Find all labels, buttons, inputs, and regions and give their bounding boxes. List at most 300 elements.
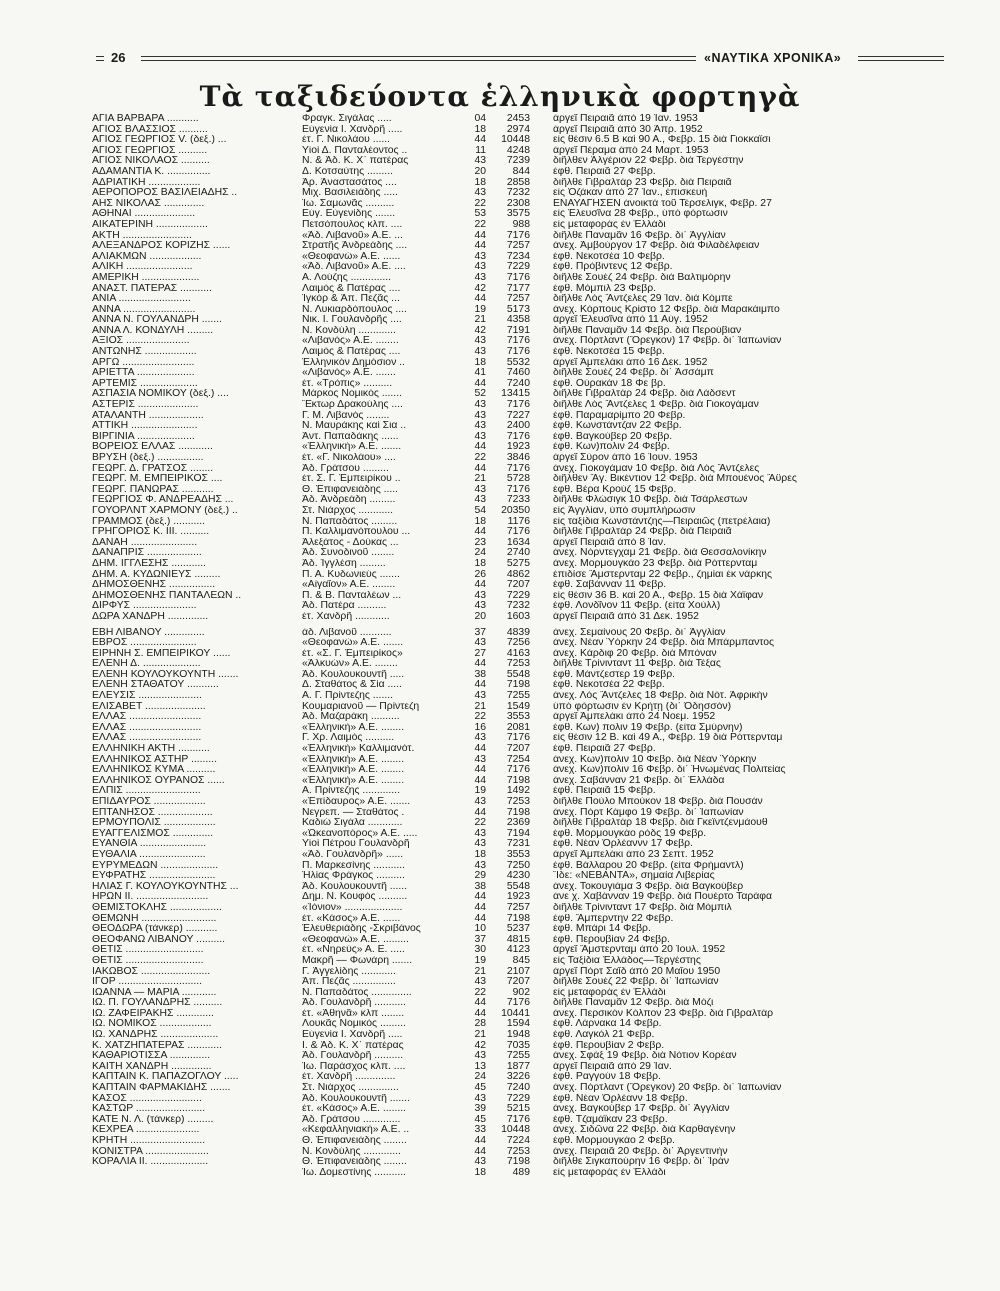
ship-flag-code: 21 [474,474,486,485]
ship-name: ΑΓΙΑ ΒΑΡΒΑΡΑ ........... [92,114,199,124]
ship-row [0,808,1000,819]
ship-row [0,252,1000,263]
ship-flag-code: 54 [474,505,486,516]
ship-name: ΓΟΥΟΡΛΝΤ ΧΑΡΜΟΝΥ (δεξ.) .. [92,505,238,516]
ship-name: ΕΛΛΑΣ ......................... [92,712,202,723]
ship-status: ἐφθ. Μάντζεστερ 19 Φεβρ. [553,669,676,680]
ship-status: ἐφθ. Παραμαρίμπο 20 Φεβρ. [553,410,686,421]
ship-name: ΕΛΛΗΝΙΚΗ ΑΚΤΗ ........... [92,744,210,755]
ship-name: ΑΔΡΙΑΤΙΚΗ .................. [92,177,201,188]
ship-owner: Ἀδ. Γράτσου ............. [302,1114,401,1125]
ship-name: ΗΡΩΝ ΙΙ. ......................... [92,892,209,903]
ship-name: ΑΜΕΡΙΚΗ .................... [92,272,200,283]
ship-row [0,914,1000,925]
ship-status: ἐφθ. Λάρνακα 14 Φεβρ. [553,1019,662,1030]
ship-row [0,935,1000,946]
ship-name: ΚΟΡΑΛΙΑ ΙΙ. .................... [92,1157,209,1168]
ship-flag-code: 18 [474,357,486,368]
ship-row [0,892,1000,903]
ship-owner: ἑτ. Χανδρῆ ............ [302,611,390,622]
ship-owner: «Ἑλληνική» Α.Ε. ........ [302,722,405,733]
ship-flag-code: 10 [474,924,486,935]
ship-flag-code: 39 [474,1104,486,1115]
ship-row [0,1094,1000,1105]
ship-name: ΕΒΗ ΛΙΒΑΝΟΥ .............. [92,627,205,638]
ship-status: διῆλθε Γιβραλτὰρ 23 Φεβρ. διὰ Πειραιᾶ [553,177,732,188]
ship-owner: Εὐγενία Ι. Χανδρῆ ..... [302,124,403,135]
ship-owner: Δ. Σταθάτος & Σία ..... [302,680,402,691]
ship-row [0,1125,1000,1136]
ship-status: διῆλθε Τρίνινταντ 11 Φεβρ. διὰ Τέξας [553,659,721,670]
ship-owner: Ἀδ. Ἀνδρεάδη ......... [302,495,396,506]
ship-status: ἐφθ. Μορμουγκάο 2 Φεβρ. [553,1136,676,1146]
ship-row [0,305,1000,316]
ship-owner: Κουμαριανοῦ — Πρίντεζη [302,701,420,712]
ship-flag-code: 43 [474,754,486,765]
ship-flag-code: 44 [474,744,486,755]
ship-status: ἐφθ. Νέαν Ὀρλέαννν 17 Φεβρ. [553,839,693,850]
ship-flag-code: 26 [474,569,486,580]
ship-row [0,411,1000,422]
ship-tonnage: 7254 [506,754,530,765]
ship-flag-code: 44 [474,998,486,1009]
ship-status: ἐφθ. Λονδῖνον 11 Φεβρ. (εἶτα Χοὺλλ) [553,601,721,612]
ship-owner: Ἀπ. Πεζᾶς ............... [302,977,396,988]
ship-status: εἰς Ἀγγλίαν, ὑπὸ συμπλήρωσιν [553,505,696,516]
ship-row [0,967,1000,978]
ship-owner: Π. Α. Κυδωνιεὺς ....... [302,569,400,580]
ship-name: ΕΥΑΝΘΙΑ ....................... [92,839,207,850]
ship-name: ΕΛΕΝΗ Δ. .................... [92,659,201,670]
ship-name: ΑΣΠΑΣΙΑ ΝΟΜΙΚΟΥ (δεξ.) .... [92,389,229,400]
ship-name: ΕΛΛΗΝΙΚΟΣ ΑΣΤΗΡ ......... [92,754,217,765]
ship-tonnage: 7207 [506,744,530,755]
ship-name: ΕΒΡΟΣ ....................... [92,638,197,649]
ship-row [0,638,1000,649]
ship-name: ΑΕΡΟΠΟΡΟΣ ΒΑΣΙΛΕΙΑΔΗΣ .. [92,188,238,199]
ship-flag-code: 22 [474,453,486,463]
ship-row [0,347,1000,358]
ship-owner: «Θεοφανὼ» Α.Ε. ....... [302,638,404,649]
ship-flag-code: 43 [474,188,486,199]
ship-flag-code: 20 [474,166,486,177]
ship-tonnage: 4358 [506,315,530,326]
ship-row [0,315,1000,326]
ship-flag-code: 19 [474,955,486,966]
ship-name: ΚΑΠΤΑΙΝ Κ. ΠΑΠΑΖΟΓΛΟΥ ..... [92,1072,239,1083]
ship-flag-code: 44 [474,378,486,389]
ship-status: ἐφθ. Βαγκούβερ 20 Φεβρ. [553,431,673,442]
ship-flag-code: 44 [474,241,486,252]
ship-flag-code: 37 [474,627,486,638]
ship-name: ΚΕΧΡΕΑ ...................... [92,1125,200,1136]
ship-row [0,702,1000,713]
ship-tonnage: 7035 [506,1040,530,1051]
ship-tonnage: 7177 [506,283,530,294]
ship-name: ΕΛΕΝΗ ΣΤΑΘΑΤΟΥ ........... [92,680,219,691]
ship-name: ΑΚΤΗ ........................ [92,230,192,241]
ship-owner: Ἀδ. Κουλουκουντῆ ...... [302,881,408,892]
ship-flag-code: 43 [474,590,486,601]
ship-row [0,1157,1000,1168]
ship-row [0,273,1000,284]
ship-name: ΕΛΛΗΝΙΚΟΣ ΚΥΜΑ .......... [92,765,216,776]
ship-flag-code: 43 [474,400,486,411]
ship-tonnage: 1492 [506,786,530,797]
ship-owner: ἑτ. «Σ. Γ. Ἐμπειρίκος» [302,648,403,659]
ship-owner: Θ. Ἐπιφανειάδης ........ [302,1136,407,1146]
ship-status: ἀνεχ. Τοκουγιάμα 3 Φεβρ. διὰ Βαγκούβερ [553,881,744,892]
ship-name: ΚΑΤΕ Ν. Λ. (τάνκερ) ......... [92,1114,214,1125]
ship-status: διῆλθε Γιβραλτὰρ 24 Φεβρ. διὰ Πειραιᾶ [553,527,732,538]
ship-flag-code: 44 [474,1008,486,1019]
ship-tonnage: 7240 [506,1083,530,1094]
ship-tonnage: 7198 [506,1157,530,1168]
ship-tonnage: 5215 [506,1104,530,1115]
ship-status: ἀνεχ. Νέαν Ὑόρκην 24 Φεβρ. διὰ Μπάρμπαντος [553,638,775,649]
ship-row [0,167,1000,178]
ship-owner: Μιχ. Βασιλειάδης ..... [302,188,398,199]
ship-tonnage: 3553 [506,849,530,860]
ship-flag-code: 43 [474,1093,486,1104]
ship-row [0,998,1000,1009]
ship-tonnage: 7255 [506,1051,530,1062]
ship-owner: Ν. Κονδύλης ............. [302,1146,401,1157]
page-title: Τὰ ταξιδεύοντα ἑλληνικὰ φορτηγὰ [199,80,801,113]
ship-row [0,977,1000,988]
ship-flag-code: 43 [474,691,486,702]
ship-flag-code: 44 [474,442,486,453]
ship-flag-code: 22 [474,987,486,998]
ship-tonnage: 1549 [506,701,530,712]
ship-status: ἐφθ. Βέρα Κροὺζ 15 Φεβρ. [553,484,677,495]
page-number: 26 [111,50,126,65]
ship-tonnage: 7176 [506,484,530,495]
ship-status: εἰς θέσιν 36 Β. καὶ 20 Α., Φεβρ. 15 διὰ Χάϊφαν [553,590,764,601]
ship-name: ΑΙΚΑΤΕΡΙΝΗ .................. [92,219,208,230]
ship-flag-code: 18 [474,516,486,527]
header-rule-middle [141,56,696,61]
ship-tonnage: 10441 [501,1008,530,1019]
ship-tonnage: 5548 [506,881,530,892]
ship-row [0,199,1000,210]
ship-name: ΑΤΑΛΑΝΤΗ ................... [92,410,204,421]
ship-flag-code: 33 [474,1125,486,1136]
ship-status: ἀνεχ. Σαβάνναν 21 Φεβρ. δι᾽ Ἑλλάδα [553,775,725,786]
ship-tonnage: 7232 [506,601,530,612]
ship-owner: ἑτ. Γ. Νικολάου ...... [302,135,391,146]
ship-name: ΕΛΛΑΣ ......................... [92,733,202,744]
ship-name: ΙΩ. ΝΟΜΙΚΟΣ .................. [92,1019,212,1030]
ship-status: ἐφθ. Πειραιᾶ 27 Φεβρ. [553,744,656,755]
ship-owner: Ἐλευθεριάδης -Σκριβάνος [302,924,421,935]
ship-tonnage: 2369 [506,818,530,829]
ship-flag-code: 22 [474,712,486,723]
ship-owner: «Ἑλληνική» Α.Ε. ....... [302,442,402,453]
ship-owner: «Ἑλληνική» Α.Ε. ........ [302,775,405,786]
ship-flag-code: 38 [474,669,486,680]
ship-tonnage: 1176 [507,516,530,527]
ship-flag-code: 18 [474,1167,486,1178]
ship-row [0,209,1000,220]
ship-flag-code: 38 [474,881,486,892]
ship-status: διῆλθε Σουὲζ 24 Φεβρ. διὰ Βαλτιμόρην [553,272,731,283]
ship-row [0,882,1000,893]
ship-tonnage: 4163 [506,648,530,659]
ship-status: ἀνεχ. Βαγκούβερ 17 Φεβρ. δι᾽ Ἀγγλίαν [553,1104,730,1115]
ship-flag-code: 18 [474,558,486,569]
ship-status: ἀνεχ. Λὸς Ἄντζελες 18 Φεβρ. διὰ Νότ. Ἀφρικὴν [553,691,768,702]
ship-row [0,262,1000,273]
ship-row [0,358,1000,369]
ship-owner: Π. Μαρκεσίνης ........... [302,860,406,871]
ship-flag-code: 19 [474,786,486,797]
ship-flag-code: 18 [474,849,486,860]
ship-owner: Ἀδ. Κουλουκουντῆ ..... [302,669,405,680]
ship-name: ΑΡΓΩ ......................... [92,357,195,368]
ship-tonnage: 7234 [506,251,530,262]
ship-name: ΕΛΙΣΑΒΕΤ ..................... [92,701,206,712]
ship-owner: Α. Γ. Πρίντεζης ....... [302,691,393,702]
ship-row [0,659,1000,670]
ship-row [0,1009,1000,1020]
ship-row [0,1072,1000,1083]
ship-name: ΑΓΙΟΣ ΓΕΩΡΓΙΟΣ V. (δεξ.) ... [92,135,227,146]
ship-status: εἰς μεταφορὰς ἐν Ἑλλάδι [553,987,666,998]
ship-tonnage: 7176 [506,272,530,283]
ship-status: ἀνεχ. Σεμαίνους 20 Φεβρ. δι᾽ Ἀγγλίαν [553,627,726,638]
ship-owner: Υἱοὶ Πέτρου Γουλανδρῆ [302,839,410,850]
ship-name: ΓΕΩΡΓΙΟΣ Φ. ΑΝΔΡΕΑΔΗΣ ... [92,495,234,506]
ship-tonnage: 7253 [506,797,530,807]
ship-row [0,464,1000,475]
ship-row [0,1051,1000,1062]
ship-status: διῆλθε Παναμᾶν 14 Φεβρ. διὰ Περούβιαν [553,325,742,336]
ship-status: ἐφθ. Μορμουγκάο ρόδς 19 Φεβρ. [553,828,707,839]
ship-name: ΕΛΛΗΝΙΚΟΣ ΟΥΡΑΝΟΣ ...... [92,775,225,786]
ship-status: ἐφθ. Πειραιᾶ 15 Φεβρ. [553,786,656,797]
ship-row [0,400,1000,411]
ship-tonnage: 7224 [506,1136,530,1146]
ship-tonnage: 7231 [506,839,530,850]
ship-name: ΕΠΤΑΝΗΣΟΣ ................... [92,807,213,818]
ship-flag-code: 22 [474,219,486,230]
ship-row [0,294,1000,305]
ship-name: ΕΥΦΡΑΤΗΣ ....................... [92,871,216,882]
ship-name: ΗΛΙΑΣ Γ. ΚΟΥΛΟΥΚΟΥΝΤΗΣ ... [92,881,239,892]
ship-row [0,612,1000,623]
ship-flag-code: 44 [474,580,486,591]
ship-owner: ἑτ. «Νηρεὺς» Α. Ε. ..... [302,945,405,956]
ship-tonnage: 7229 [506,262,530,273]
ship-tonnage: 7176 [506,431,530,442]
ship-flag-code: 44 [474,1136,486,1146]
ship-tonnage: 7198 [506,680,530,691]
ship-name: ΒΙΡΓΙΝΙΑ .................... [92,431,195,442]
ship-flag-code: 44 [474,230,486,241]
ship-tonnage: 844 [512,166,530,177]
ship-owner: «Ἀδ. Γουλανδρῆ» ...... [302,849,404,860]
ship-status: ἐφθ. Μόμπιλ 23 Φεβρ. [553,283,657,294]
ship-flag-code: 43 [474,421,486,432]
ship-flag-code: 43 [474,495,486,506]
ship-row [0,178,1000,189]
ship-tonnage: 1948 [506,1030,530,1041]
ship-status: διῆλθε Γιβραλτὰρ 18 Φεβρ. διὰ Γκεϊντζενμάουθ [553,818,768,829]
ship-name: ΚΡΗΤΗ .......................... [92,1136,206,1146]
ship-tonnage: 7229 [506,1093,530,1104]
ship-flag-code: 37 [474,934,486,945]
ship-status: εἰς Ὀζάκαν ἀπὸ 27 Ἰαν., ἐπισκευὴ [553,188,708,199]
ship-row [0,336,1000,347]
ship-owner: ἀδ. Λιβανοῦ ........... [302,627,392,638]
ship-tonnage: 7176 [506,765,530,776]
ship-flag-code: 44 [474,1146,486,1157]
ship-row [0,453,1000,464]
ship-tonnage: 7255 [506,691,530,702]
ship-owner: Μακρῆ — Φωνάρη ....... [302,955,413,966]
ship-flag-code: 29 [474,871,486,882]
ship-name: ΘΕΜΙΣΤΟΚΛΗΣ .................. [92,902,222,913]
ship-status: ἀργεῖ Πόρτ Σαΐδ ἀπὸ 20 Μαΐου 1950 [553,966,721,977]
ship-owner: Δημ. Ν. Κουφὸς .......... [302,892,408,903]
ship-status: ἐφθ. Περουβίαν 24 Φεβρ. [553,934,670,945]
ship-status: ἀργεῖ Ἀμπελάκι ἀπὸ 24 Νοεμ. 1952 [553,712,716,723]
ship-name: ΕΠΙΔΑΥΡΟΣ .................. [92,797,206,807]
ship-status: ἀνεχ. Κόρπους Κρίστο 12 Φεβρ. διὰ Μαρακάιμπο [553,304,780,315]
ship-owner: Ν. Παπαδάτος .............. [302,987,412,998]
ship-status: διῆλθε Γιβραλτὰρ 24 Φεβρ. διὰ Λάδσεντ [553,389,736,400]
ship-flag-code: 43 [474,272,486,283]
ship-name: ΑΛΕΞΑΝΔΡΟΣ ΚΟΡΙΖΗΣ ...... [92,241,231,252]
ship-flag-code: 21 [474,1030,486,1041]
ship-status: ἐφθ. Κων) πολιν 19 Φεβρ. (εἶτα Σμύρνην) [553,722,743,733]
ship-name: ΓΡΗΓΟΡΙΟΣ Κ. ΙΙΙ. .......... [92,527,210,538]
ship-status: εἰς μεταφορὰς ἐν Ἑλλάδι [553,1167,666,1178]
ship-status: ἐφθ. Νεκοτσέα 15 Φεβρ. [553,347,665,358]
ship-name: ΔΩΡΑ ΧΑΝΔΡΗ .............. [92,611,209,622]
ship-tonnage: 902 [512,987,530,998]
ship-flag-code: 45 [474,1114,486,1125]
ship-owner: Ἀδ. Γουλανδρῆ .......... [302,1051,404,1062]
ship-name: ΚΑΣΤΩΡ ........................ [92,1104,206,1115]
ship-tonnage: 988 [512,219,530,230]
ship-tonnage: 7194 [506,828,530,839]
ship-status: ἐφθ. Πρόβιντενς 12 Φεβρ. [553,262,673,273]
ship-name: ΚΑΣΟΣ ......................... [92,1093,202,1104]
ship-owner: ἑτ. Χανδρῆ .............. [302,1072,396,1083]
ship-tonnage: 1594 [506,1019,530,1030]
ship-row [0,924,1000,935]
ship-tonnage: 4248 [506,145,530,156]
ship-owner: «Ἰόνιον» .................... [302,902,403,913]
ship-row [0,670,1000,681]
ship-tonnage: 7257 [506,294,530,305]
header-rule-left [96,56,104,61]
ship-tonnage: 1877 [506,1061,530,1072]
ship-row [0,839,1000,850]
ship-row [0,956,1000,967]
ship-flag-code: 24 [474,548,486,559]
ship-owner: Θ. Ἐπιφανειάδης ........ [302,1157,407,1168]
page-header [96,52,944,70]
ship-status: ἀνεχ. Σιδῶνα 22 Φεβρ. διὰ Καρθαγένην [553,1125,736,1136]
ship-flag-code: 43 [474,347,486,358]
ship-tonnage: 7176 [506,1114,530,1125]
ship-name: ΕΛΠΙΣ .......................... [92,786,201,797]
ship-tonnage: 4839 [506,627,530,638]
ship-owner: Φραγκ. Σιγάλας ..... [302,114,392,124]
ship-status: διῆλθε Λὸς Ἄντζελες 29 Ἰαν. διὰ Κόμπε [553,294,733,305]
ship-owner: Δ. Κοτσαύτης ......... [302,166,393,177]
ship-row [0,733,1000,744]
ship-owner: Ν. Μαυράκης καὶ Σια .. [302,421,407,432]
ship-status: ἀνε χ. Χαβάνναν 19 Φεβρ. διὰ Πουέρτο Ταράφα [553,892,773,903]
ship-flag-code: 53 [474,209,486,220]
ship-owner: Στ. Νιάρχος ............ [302,505,394,516]
ship-flag-code: 19 [474,304,486,315]
ship-status: διῆλθε Παναμᾶν 16 Φεβρ. δι᾽ Ἀγγλίαν [553,230,726,241]
ship-flag-code: 30 [474,945,486,956]
ship-row [0,797,1000,808]
ship-flag-code: 44 [474,527,486,538]
ship-tonnage: 5173 [506,304,530,315]
ship-owner: Ἀντ. Παπαδάκης ...... [302,431,399,442]
ship-row [0,368,1000,379]
ship-status: ἐφθ. Νεκοτσέα 22 Φεβρ. [553,680,665,691]
ship-tonnage: 7460 [506,368,530,379]
ship-status: ἀνεχ. Πόρτλαντ (Ὄρεγκον) 17 Φεβρ. δι᾽ Ἰαπωνίαν [553,336,782,347]
ship-name: ΙΩΑΝΝΑ — ΜΑΡΙΑ ............ [92,987,217,998]
ship-owner: Ἀδ. Γράτσου ......... [302,463,389,474]
ship-name: ΔΙΡΦΥΣ ...................... [92,601,197,612]
ship-name: ΑΔΑΜΑΝΤΙΑ Κ. ............... [92,166,211,177]
ship-row [0,850,1000,861]
ship-status: εἰς θέσιν 12 Β. καὶ 49 Α., Φεβρ. 19 διὰ Ρόττερνταμ [553,733,783,744]
ship-name: ΓΡΑΜΜΟΣ (δεξ.) ........... [92,516,206,527]
ship-flag-code: 43 [474,431,486,442]
ship-owner: Καδιὼ Σιγάλα ............ [302,818,403,829]
ship-owner: Ἀδ. Ἰγγλέση ......... [302,558,386,569]
ship-name: ΘΕΤΙΣ ........................... [92,945,204,956]
ship-name: ΙΩ. Π. ΓΟΥΛΑΝΔΡΗΣ .......... [92,998,223,1009]
ship-flag-code: 44 [474,294,486,305]
ship-flag-code: 43 [474,410,486,421]
ship-tonnage: 10448 [501,135,530,146]
ship-tonnage: 7198 [506,913,530,924]
ship-tonnage: 7240 [506,378,530,389]
ship-tonnage: 2081 [506,722,530,733]
ship-flag-code: 44 [474,913,486,924]
ship-name: ΕΛΕΝΗ ΚΟΥΛΟΥΚΟΥΝΤΗ ....... [92,669,239,680]
ship-status: ἀνεχ. Γιοκογάμαν 10 Φεβρ. διὰ Λὸς Ἄντζελες [553,463,760,474]
ship-flag-code: 43 [474,638,486,649]
ship-row [0,241,1000,252]
ship-owner: Πετσόπουλος κλπ. .... [302,219,403,230]
ship-flag-code: 27 [474,648,486,659]
ship-tonnage: 10448 [501,1125,530,1136]
ship-owner: Ν. Κονδύλη ............. [302,325,396,336]
ship-owner: «Ἑλληνική» Α.Ε. ........ [302,765,405,776]
ship-status: διῆλθεν Ἀλγέριον 22 Φεβρ. διὰ Τεργέστην [553,156,744,167]
ship-row [0,1041,1000,1052]
ship-flag-code: 43 [474,860,486,871]
ship-status: ἀνεχ. Κων)πολιν 16 Φεβρ. δι᾽ Ἡνωμένας Πολιτείας [553,765,786,776]
ship-flag-code: 22 [474,198,486,209]
ship-flag-code: 43 [474,156,486,167]
ship-row [0,776,1000,787]
ship-status: διῆλθε Λὸς Ἄντζελες 1 Φεβρ. διὰ Γιοκογάμαν [553,400,759,411]
